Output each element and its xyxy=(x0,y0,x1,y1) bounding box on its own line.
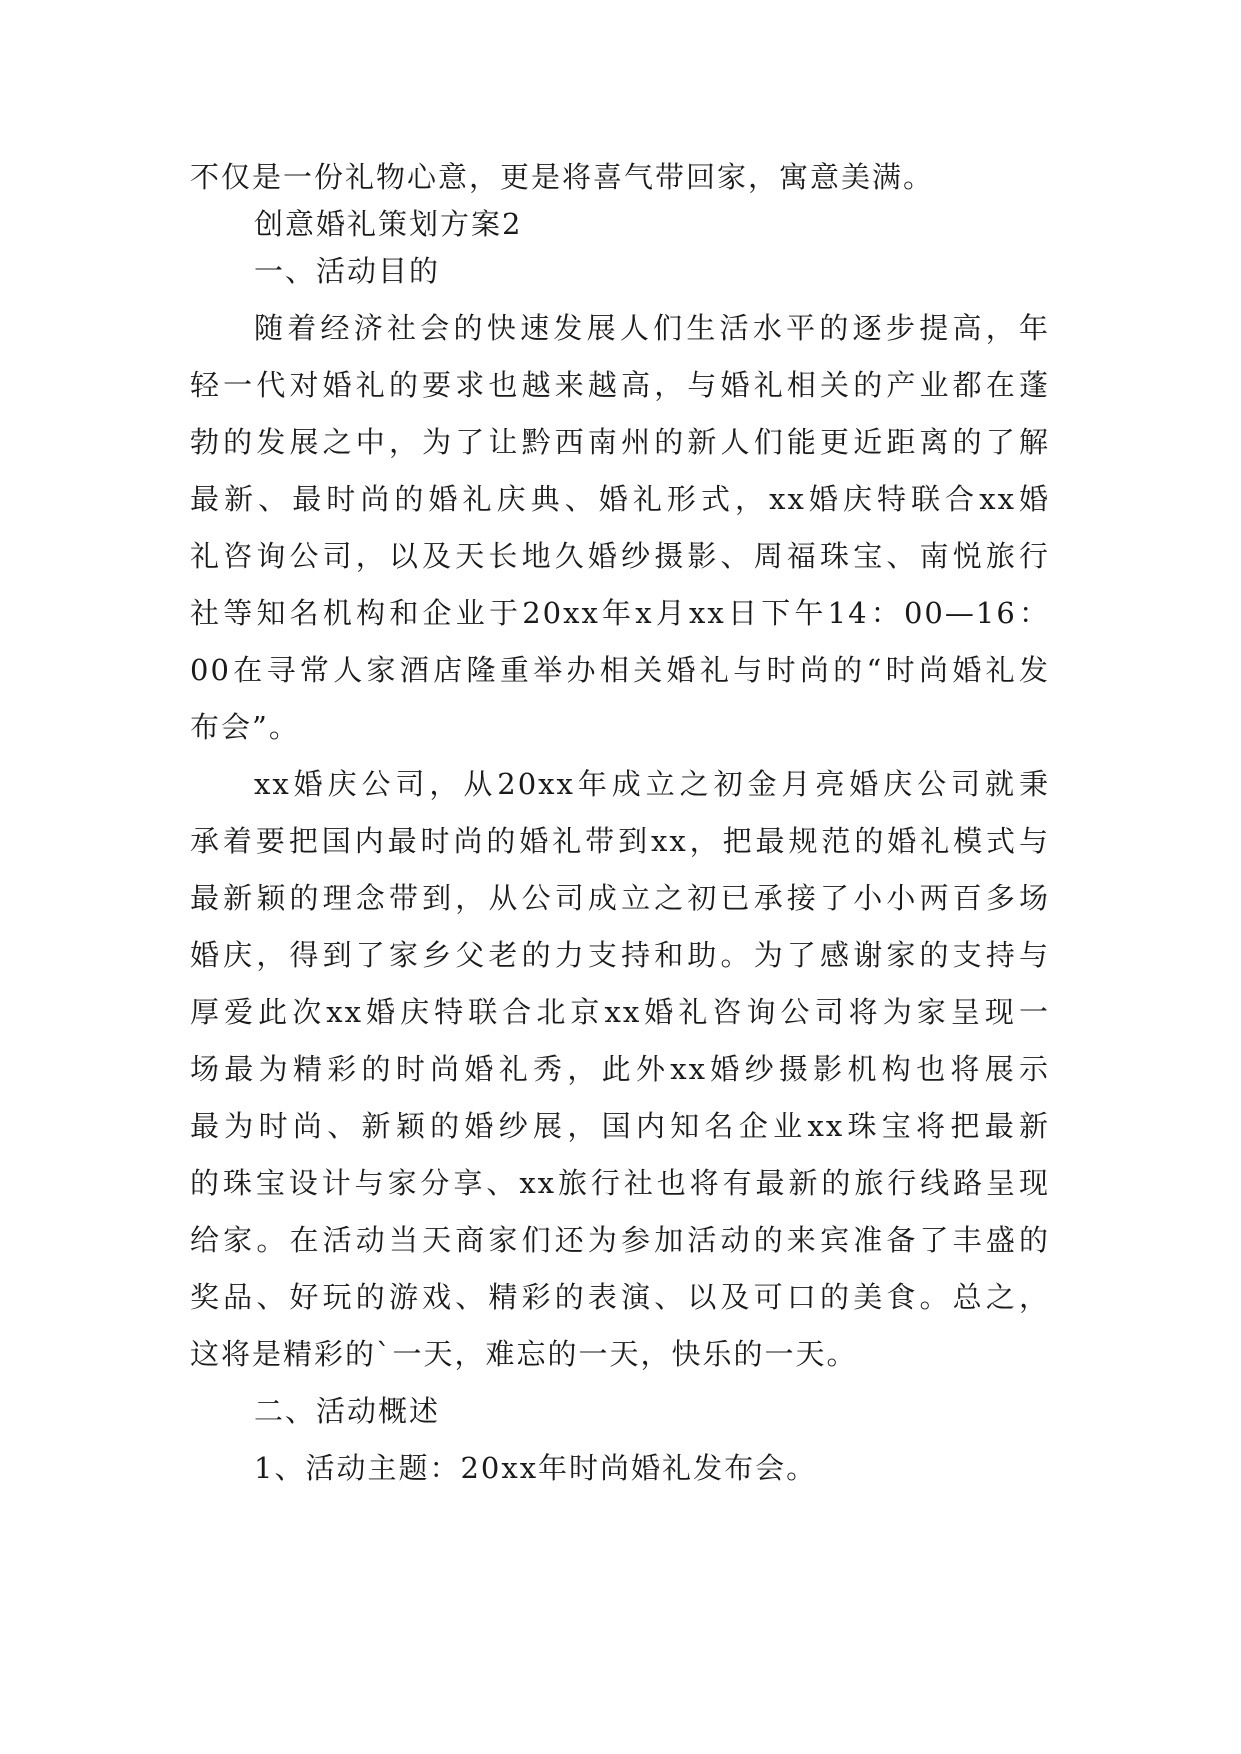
paragraph-line: 布会”。 xyxy=(190,710,300,744)
paragraph-line: 勃的发展之中，为了让黔西南州的新人们能更近距离的了解 xyxy=(190,425,1050,459)
paragraph-line: xx婚庆公司，从20xx年成立之初金月亮婚庆公司就秉 xyxy=(254,767,1050,801)
paragraph-line: 承着要把国内最时尚的婚礼带到xx，把最规范的婚礼模式与 xyxy=(190,824,1050,858)
section-title: 创意婚礼策划方案2 xyxy=(254,207,523,241)
paragraph-line: 不仅是一份礼物心意，更是将喜气带回家，寓意美满。 xyxy=(190,160,935,194)
list-item-theme: 1、活动主题：20xx年时尚婚礼发布会。 xyxy=(254,1451,818,1485)
paragraph-line: 的珠宝设计与家分享、xx旅行社也将有最新的旅行线路呈现 xyxy=(190,1166,1050,1200)
paragraph-line: 场最为精彩的时尚婚礼秀，此外xx婚纱摄影机构也将展示 xyxy=(190,1052,1050,1086)
paragraph-line: 社等知名机构和企业于20xx年x月xx日下午14：00—16： xyxy=(190,596,1050,630)
paragraph-line: 奖品、好玩的游戏、精彩的表演、以及可口的美食。总之， xyxy=(190,1280,1050,1314)
paragraph-line: 00在寻常人家酒店隆重举办相关婚礼与时尚的“时尚婚礼发 xyxy=(190,653,1050,687)
paragraph-line: 给家。在活动当天商家们还为参加活动的来宾准备了丰盛的 xyxy=(190,1223,1050,1257)
paragraph-line: 最新颖的理念带到，从公司成立之初已承接了小小两百多场 xyxy=(190,881,1050,915)
paragraph-line: 礼咨询公司，以及天长地久婚纱摄影、周福珠宝、南悦旅行 xyxy=(190,539,1050,573)
heading-activity-purpose: 一、活动目的 xyxy=(254,254,441,288)
paragraph-line: 婚庆，得到了家乡父老的力支持和助。为了感谢家的支持与 xyxy=(190,938,1050,972)
paragraph-line: 最为时尚、新颖的婚纱展，国内知名企业xx珠宝将把最新 xyxy=(190,1109,1050,1143)
paragraph-line: 这将是精彩的`一天，难忘的一天，快乐的一天。 xyxy=(190,1337,858,1371)
paragraph-line: 最新、最时尚的婚礼庆典、婚礼形式，xx婚庆特联合xx婚 xyxy=(190,482,1050,516)
paragraph-line: 轻一代对婚礼的要求也越来越高，与婚礼相关的产业都在蓬 xyxy=(190,368,1050,402)
paragraph-line: 厚爱此次xx婚庆特联合北京xx婚礼咨询公司将为家呈现一 xyxy=(190,995,1050,1029)
heading-activity-overview: 二、活动概述 xyxy=(254,1394,441,1428)
paragraph-line: 随着经济社会的快速发展人们生活水平的逐步提高，年 xyxy=(254,311,1050,345)
